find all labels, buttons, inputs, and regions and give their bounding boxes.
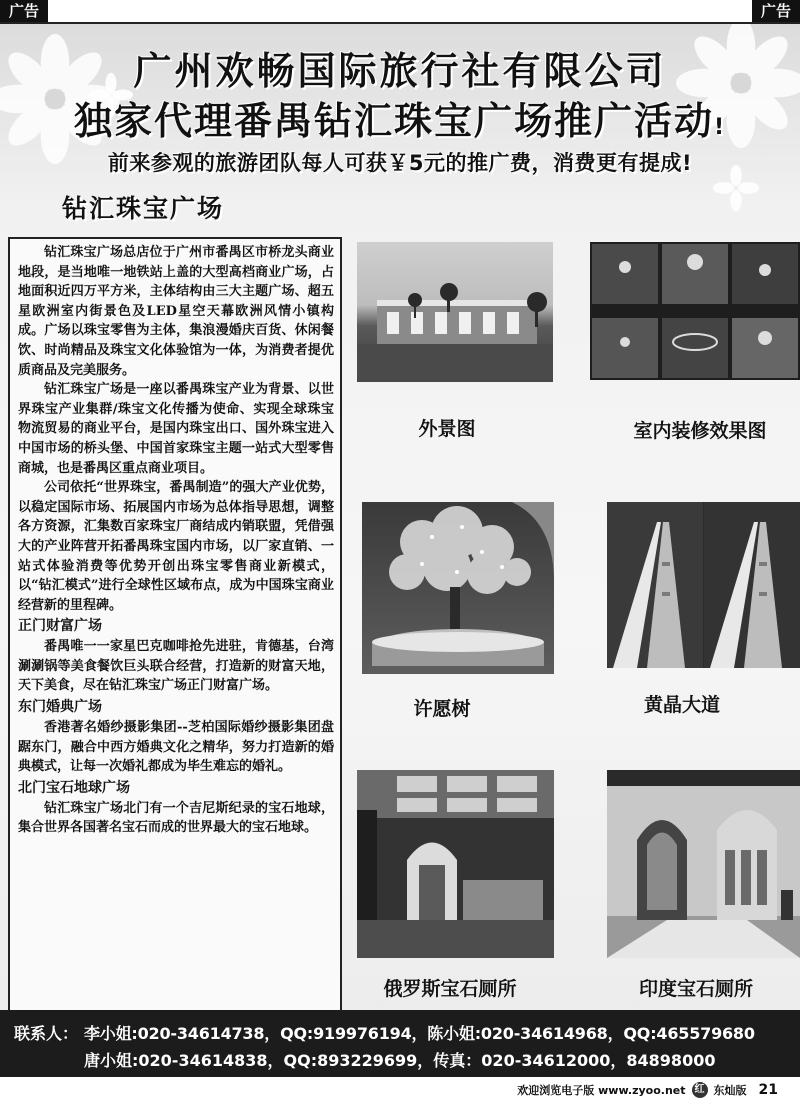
exterior-caption: 外景图 — [418, 418, 476, 440]
wishing-tree-photo — [362, 502, 554, 674]
contact-line-2: 唐小姐:020-34614838，QQ:893229699，传真：020-34612000，84898000 — [84, 1051, 716, 1070]
crystal-avenue-caption: 黄晶大道 — [643, 694, 720, 716]
footer-text: 欢迎浏览电子版 www.zyoo.net — [517, 1084, 686, 1097]
contact-label: 联系人： — [14, 1024, 79, 1043]
section-heading-main-gate: 正门财富广场 — [18, 618, 102, 635]
newspaper-logo-icon: 红 — [692, 1082, 708, 1098]
wishing-tree-caption: 许愿树 — [413, 698, 471, 720]
description-box — [8, 237, 342, 1021]
section-heading-north-gate: 北门宝石地球广场 — [18, 779, 130, 796]
russian-restroom-photo — [357, 770, 554, 958]
intro-paragraph: 钻汇珠宝广场总店位于广州市番禺区市桥龙头商业地段，是当地唯一地铁站上盖的大型高档商业广场，占地面积近四万平方米，主体结构由三大主题广场、超五星欧洲室内街景色及LED星空天幕欧洲风情小镇构成。广场以珠宝零售为主体，集浪漫婚庆百货、休闲餐饮、时尚精品及珠宝文化体验馆为一体，为消费者提优质商品及完美服务。 — [18, 245, 334, 378]
indian-restroom-caption: 印度宝石厕所 — [638, 978, 753, 1000]
promotion-headline-mark: ! — [713, 115, 727, 140]
russian-restroom-caption: 俄罗斯宝石厕所 — [383, 978, 517, 1000]
section-heading-east-gate: 东门婚典广场 — [18, 699, 102, 716]
ad-tag-left: 广告 — [0, 0, 48, 22]
contact-bar — [0, 1010, 800, 1077]
promotion-headline-text: 独家代理番禺钻汇珠宝广场推广活动 — [73, 99, 714, 143]
interior-caption: 室内装修效果图 — [633, 420, 767, 442]
ad-tag-right: 广告 — [752, 0, 800, 22]
crystal-avenue-photo — [607, 502, 800, 668]
footer-edition: 东灿版 — [713, 1084, 747, 1097]
indian-restroom-photo — [607, 770, 800, 958]
positioning-paragraph: 钻汇珠宝广场是一座以番禺珠宝产业为背景、以世界珠宝产业集群/珠宝文化传播为使命、实现全球珠宝物流贸易的商业平台，是国内珠宝出口、国外珠宝进入中国市场的桥头堡、中国首家珠宝主题一站式大型零售商城，也是番禺区重点商业项目。 — [18, 382, 334, 476]
page-number: 21 — [758, 1082, 778, 1098]
contact-line-1: 李小姐:020-34614738，QQ:919976194，陈小姐:020-34614968，QQ:465579680 — [84, 1024, 755, 1043]
company-headline: 广州欢畅国际旅行社有限公司 — [133, 49, 667, 93]
north-gate-paragraph: 钻汇珠宝广场北门有一个吉尼斯纪录的宝石地球，集合世界各国著名宝石而成的世界最大的宝石地球。 — [18, 800, 334, 836]
east-gate-paragraph: 香港著名婚纱摄影集团--芝柏国际婚纱摄影集团盘踞东门，融合中西方婚典文化之精华，努力打造新的婚典模式，让每一次婚礼都成为毕生难忘的婚礼。 — [18, 720, 334, 775]
section-title: 钻汇珠宝广场 — [62, 194, 225, 223]
interior-photo — [590, 242, 800, 380]
promotion-headline — [0, 90, 800, 145]
ad-panel — [0, 22, 800, 1029]
main-gate-paragraph: 番禺唯一一家星巴克咖啡抢先进驻，肯德基，台湾涮涮锅等美食餐饮巨头联合经营，打造新的财富天地，天下美食，尽在钻汇珠宝广场正门财富广场。 — [18, 639, 334, 694]
footer — [517, 1080, 778, 1100]
exterior-photo — [357, 242, 553, 382]
reward-headline: 前来参观的旅游团队每人可获￥5元的推广费，消费更有提成! — [107, 151, 693, 175]
strategy-paragraph: 公司依托“世界珠宝，番禺制造”的强大产业优势，以稳定国际市场、拓展国内市场为总体指导思想，调整各方资源，汇集数百家珠宝厂商结成内销联盟，凭借强大的产业阵营开拓番禺珠宝国内市场，以厂家直销、一站式体验消费等优势开创出珠宝零售商业新模式，以“钻汇模式”进行全球性区域布点，成为中国珠宝商业经营新的里程碑。 — [18, 480, 334, 613]
